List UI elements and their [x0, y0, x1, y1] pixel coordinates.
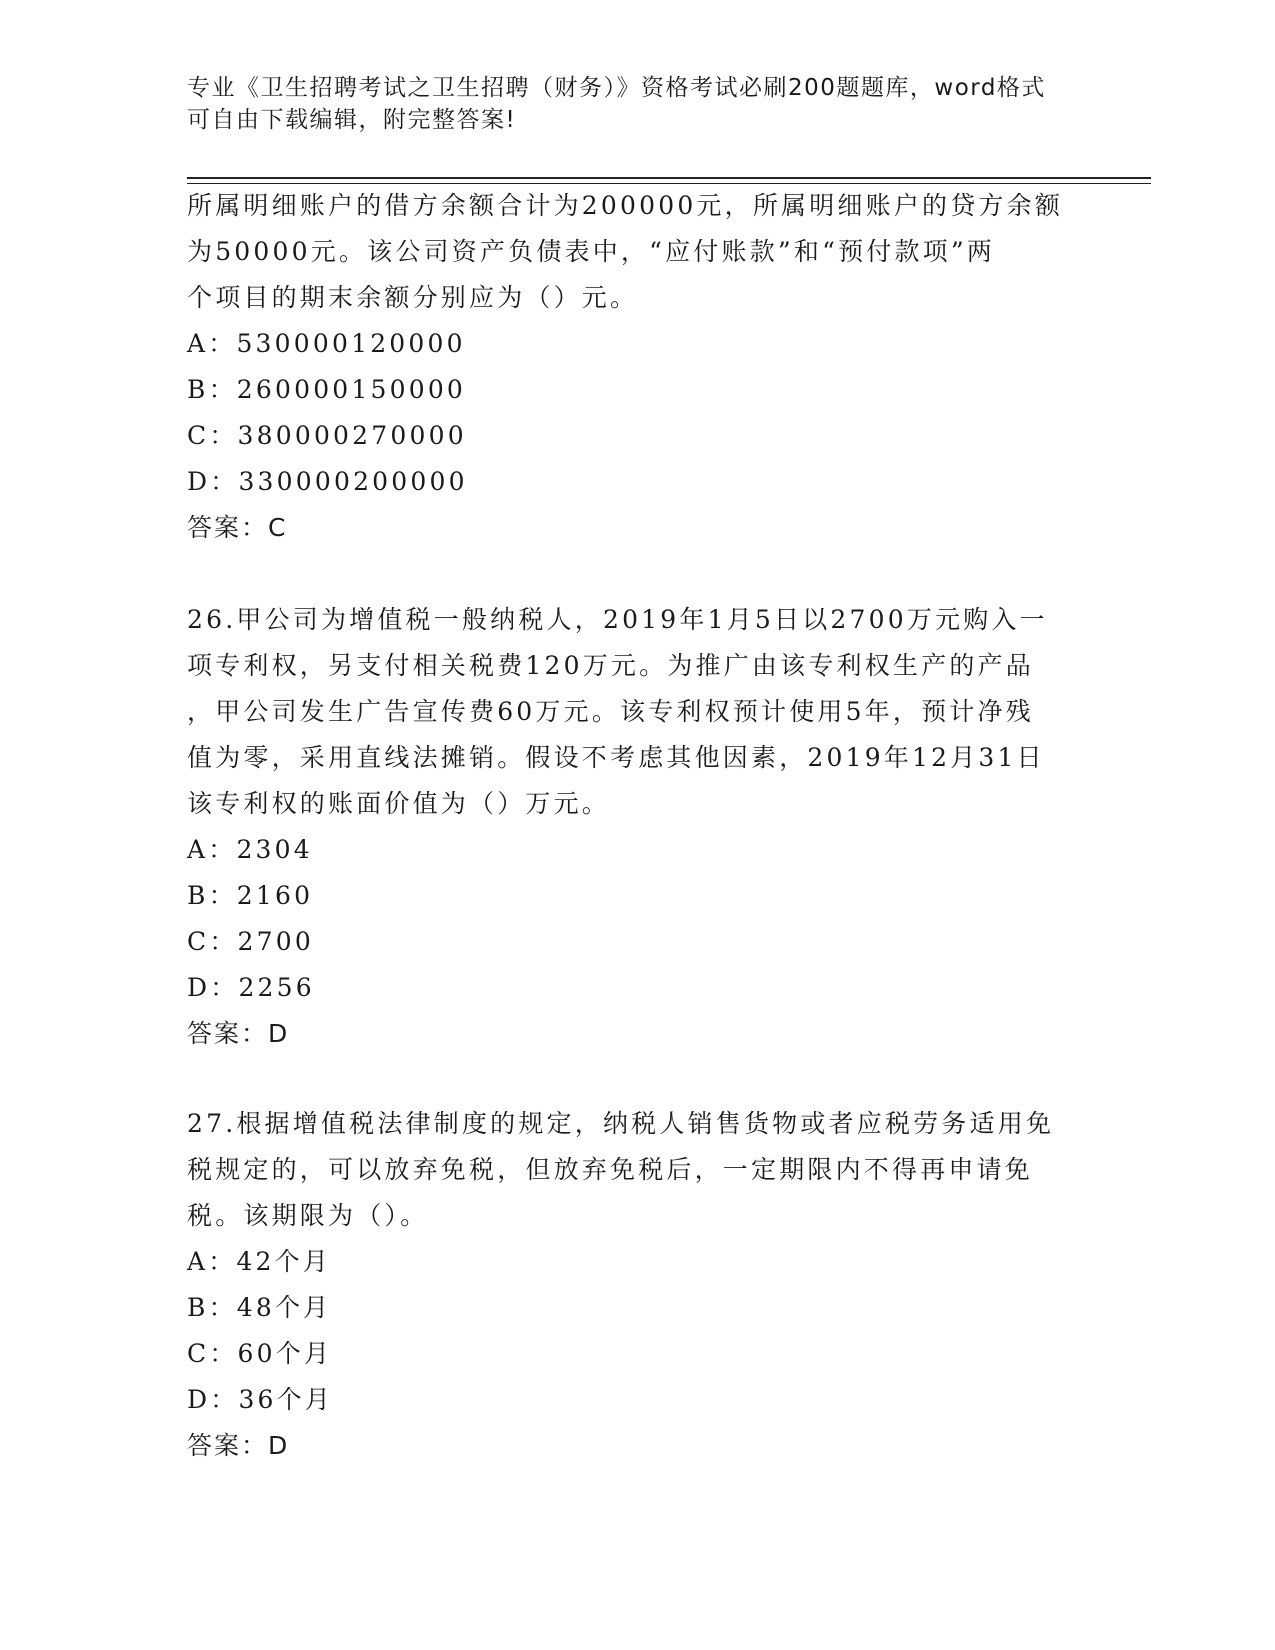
stem-line: 个项目的期末余额分别应为（）元。 [187, 283, 639, 312]
stem-line: 项专利权，另支付相关税费120万元。为推广由该专利权生产的产品 [187, 651, 1034, 680]
question-stem [187, 597, 1087, 827]
question-27 [187, 1101, 1087, 1469]
option-c: C：2700 [187, 927, 314, 956]
option-a: A：2304 [187, 835, 313, 864]
stem-line: 为50000元。该公司资产负债表中，“应付账款”和“预付款项”两 [187, 237, 996, 266]
header-title-line-1: 专业《卫生招聘考试之卫生招聘（财务）》资格考试必刷200题题库，word格式 [187, 75, 1046, 101]
answer-line: 答案：D [187, 1431, 290, 1460]
option-b: B：48个月 [187, 1293, 332, 1322]
option-a: A：530000120000 [187, 329, 466, 358]
stem-line: ，甲公司发生广告宣传费60万元。该专利权预计使用5年，预计净残 [187, 697, 1034, 726]
answer-line: 答案：D [187, 1019, 290, 1048]
header-divider-thick [187, 177, 1151, 179]
question-stem [187, 1101, 1087, 1239]
header-title-line-2: 可自由下载编辑，附完整答案! [187, 107, 517, 133]
option-c: C：60个月 [187, 1339, 333, 1368]
option-d: D：2256 [187, 973, 315, 1002]
question-26 [187, 597, 1087, 1057]
stem-line: 所属明细账户的借方余额合计为200000元，所属明细账户的贷方余额 [187, 191, 1064, 220]
answer-line: 答案：C [187, 513, 288, 542]
option-c: C：380000270000 [187, 421, 467, 450]
stem-line: 27.根据增值税法律制度的规定，纳税人销售货物或者应税劳务适用免 [187, 1109, 1055, 1138]
stem-line: 该专利权的账面价值为（）万元。 [187, 789, 611, 818]
question-25 [187, 183, 1087, 551]
question-stem [187, 183, 1087, 321]
stem-line: 税规定的，可以放弃免税，但放弃免税后，一定期限内不得再申请免 [187, 1155, 1034, 1184]
option-b: B：260000150000 [187, 375, 467, 404]
stem-line: 税。该期限为（）。 [187, 1201, 429, 1230]
option-b: B：2160 [187, 881, 314, 910]
option-a: A：42个月 [187, 1247, 332, 1276]
stem-line: 26.甲公司为增值税一般纳税人，2019年1月5日以2700万元购入一 [187, 605, 1048, 634]
option-d: D：36个月 [187, 1385, 334, 1414]
document-header [187, 72, 1067, 136]
option-d: D：330000200000 [187, 467, 468, 496]
stem-line: 值为零，采用直线法摊销。假设不考虑其他因素，2019年12月31日 [187, 743, 1045, 772]
